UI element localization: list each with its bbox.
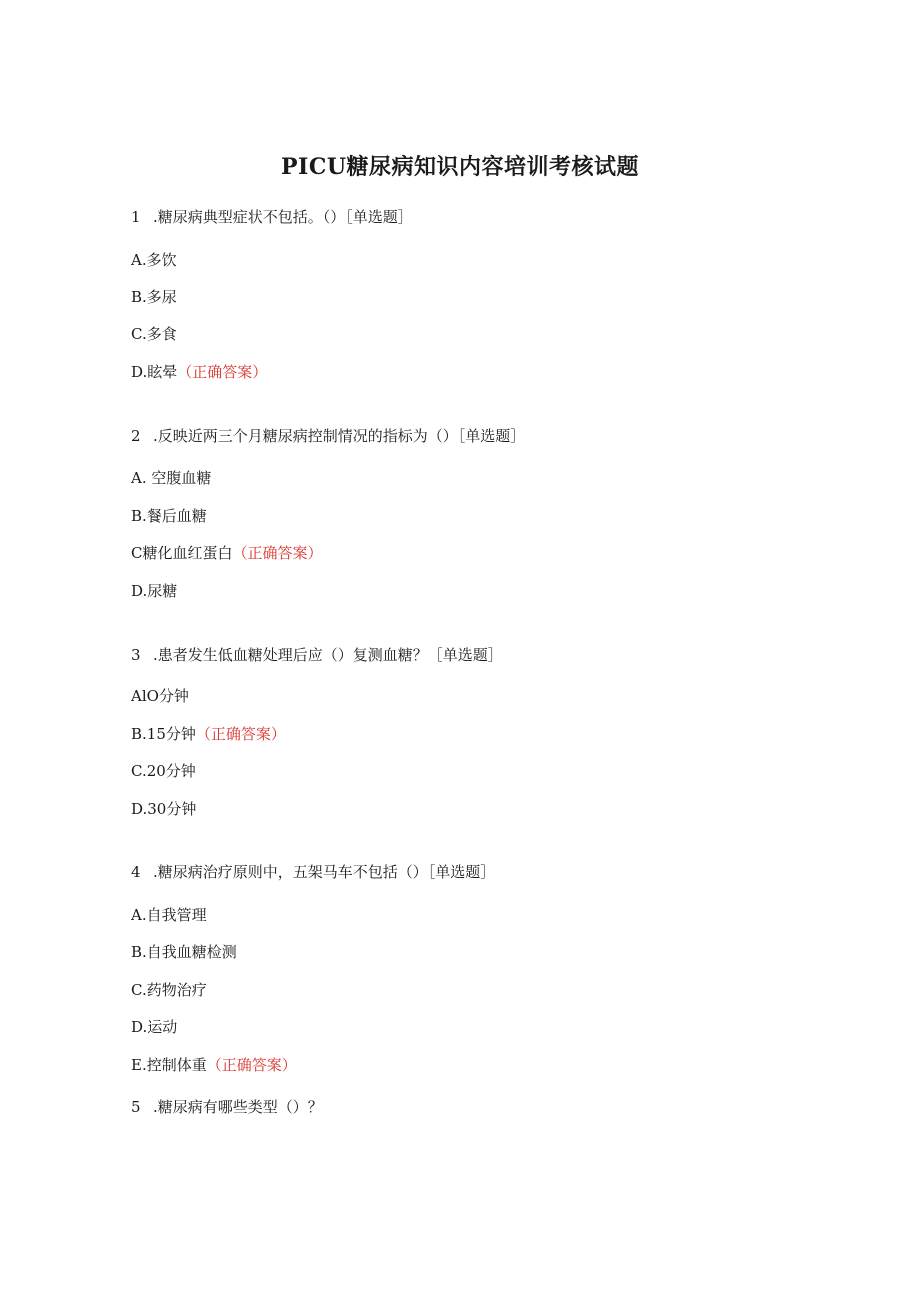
q4-option-e [131, 1055, 297, 1075]
q1-option-a [131, 250, 177, 270]
q3-option-a [131, 686, 189, 706]
q1-option-b [131, 287, 177, 307]
q4-option-d [131, 1017, 177, 1037]
q2-option-c [131, 543, 323, 563]
q4-option-b [131, 942, 237, 962]
option-label: B.餐后血糖 [131, 507, 207, 525]
option-label: D.尿糖 [131, 582, 178, 600]
q4-option-a [131, 905, 207, 925]
q2-option-d [131, 581, 177, 601]
page-title: PICU糖尿病知识内容培训考核试题 [280, 154, 640, 180]
question-number: 2 [131, 427, 141, 445]
q3-option-b [131, 724, 286, 744]
option-label: D.眩晕 [131, 363, 178, 381]
correct-answer-mark: （正确答案） [195, 725, 286, 743]
option-label: A. 空腹血糖 [131, 469, 212, 487]
correct-answer-mark: （正确答案） [206, 1056, 297, 1074]
option-label: B.15分钟 [131, 725, 196, 743]
q2-option-a [131, 468, 211, 488]
question-4 [131, 862, 495, 882]
question-2 [131, 426, 525, 446]
question-1 [131, 207, 413, 227]
q4-option-c [131, 980, 207, 1000]
option-label: B.自我血糖检测 [131, 943, 237, 961]
question-text: .患者发生低血糖处理后应（）复测血糖？［单选题］ [153, 646, 503, 664]
option-label: D.运动 [131, 1018, 178, 1036]
option-label: C.20分钟 [131, 762, 196, 780]
question-number: 3 [131, 646, 141, 664]
option-label: A.自我管理 [131, 906, 207, 924]
option-label: AlO分钟 [131, 687, 189, 705]
question-number: 5 [131, 1098, 141, 1116]
question-text: .糖尿病治疗原则中，五架马车不包括（）［单选题］ [153, 863, 496, 881]
option-label: E.控制体重 [131, 1056, 207, 1074]
q1-option-c [131, 324, 177, 344]
option-label: B.多尿 [131, 288, 177, 306]
question-number: 1 [131, 208, 141, 226]
correct-answer-mark: （正确答案） [232, 544, 323, 562]
question-5 [131, 1097, 323, 1117]
question-text: .反映近两三个月糖尿病控制情况的指标为（）［单选题］ [153, 427, 526, 445]
option-label: D.30分钟 [131, 800, 197, 818]
correct-answer-mark: （正确答案） [177, 363, 268, 381]
q2-option-b [131, 506, 207, 526]
question-number: 4 [131, 863, 141, 881]
question-text: .糖尿病有哪些类型（）？ [153, 1098, 323, 1116]
option-label: C.多食 [131, 325, 177, 343]
q3-option-c [131, 761, 196, 781]
question-3 [131, 645, 503, 665]
option-label: A.多饮 [131, 251, 177, 269]
question-text: .糖尿病典型症状不包括。（）［单选题］ [153, 208, 413, 226]
option-label: C.药物治疗 [131, 981, 207, 999]
q3-option-d [131, 799, 196, 819]
q1-option-d [131, 362, 267, 382]
option-label: C糖化血红蛋白 [131, 544, 233, 562]
